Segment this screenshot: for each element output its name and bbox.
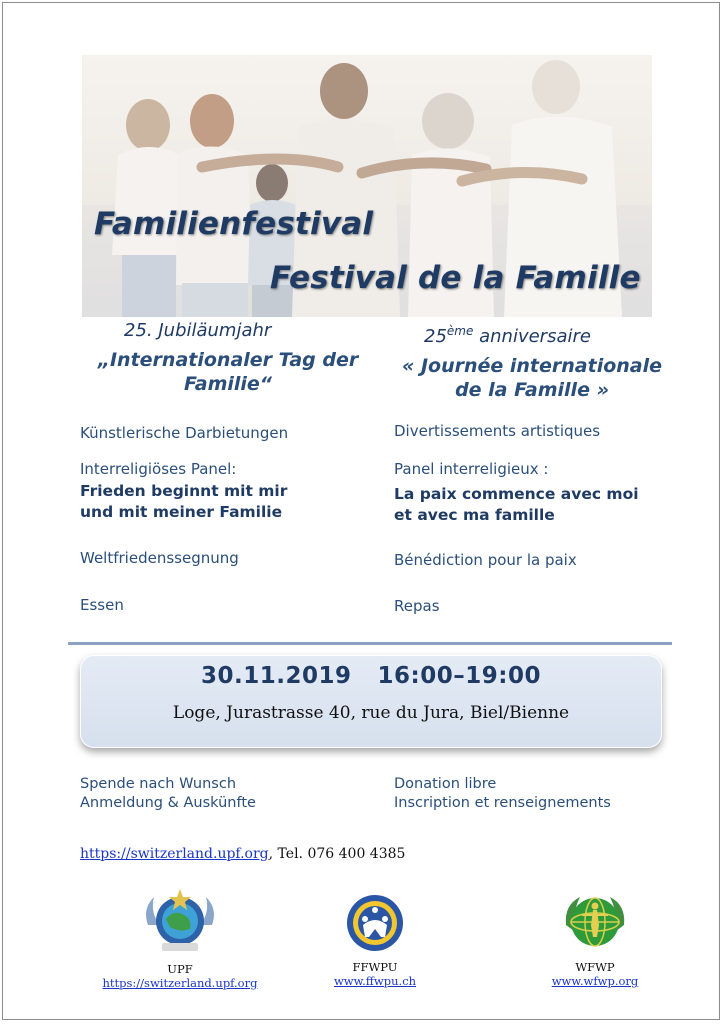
event-venue: Loge, Jurastrasse 40, rue du Jura, Biel/Bienne xyxy=(172,703,570,723)
org-ffwpu-name: FFWPU xyxy=(352,960,398,974)
info-german xyxy=(80,775,256,813)
panel-topic-french xyxy=(394,484,639,526)
program-item-panel-french: Panel interreligieux : xyxy=(394,460,549,478)
wfwp-globe-logo-icon xyxy=(560,891,630,953)
program-item-blessing-french: Bénédiction pour la paix xyxy=(394,551,577,569)
org-upf xyxy=(100,885,260,990)
contact-phone: , Tel. 076 400 4385 xyxy=(268,846,406,862)
anniversary-french xyxy=(392,320,702,348)
theme-german-line1: „Internationaler Tag der xyxy=(97,349,359,371)
program-item-performances-german: Künstlerische Darbietungen xyxy=(80,424,289,442)
org-wfwp xyxy=(520,891,670,988)
anniversary-french-suffix: ème xyxy=(446,324,474,338)
festival-title-german: Familienfestival xyxy=(94,206,374,242)
event-time: 16:00–19:00 xyxy=(377,663,541,689)
panel-topic-french-line1: La paix commence avec moi xyxy=(394,485,639,503)
ffwpu-family-logo-icon xyxy=(345,893,405,953)
theme-french-line1: « Journée internationale xyxy=(401,355,663,377)
org-ffwpu xyxy=(310,893,440,988)
anniversary-german: 25. Jubiläumjahr xyxy=(124,320,272,341)
hero-banner xyxy=(82,55,652,317)
theme-german xyxy=(78,348,378,396)
german-column xyxy=(78,320,378,396)
info-french xyxy=(394,775,611,813)
event-date-time xyxy=(80,663,662,689)
org-wfwp-link[interactable]: www.wfwp.org xyxy=(551,974,639,988)
org-upf-link[interactable]: https://switzerland.upf.org xyxy=(102,976,258,990)
program-item-blessing-german: Weltfriedenssegnung xyxy=(80,549,239,567)
theme-french-line2: de la Famille » xyxy=(455,379,609,401)
festival-title-french: Festival de la Famille xyxy=(270,260,641,296)
donation-french: Donation libre xyxy=(394,776,497,792)
org-upf-name: UPF xyxy=(167,962,193,976)
anniversary-french-word: anniversaire xyxy=(473,326,591,347)
program-item-food-french: Repas xyxy=(394,597,440,615)
program-item-panel-german: Interreligiöses Panel: xyxy=(80,460,237,478)
panel-topic-german xyxy=(80,481,287,523)
panel-topic-german-line1: Frieden beginnt mit mir xyxy=(80,482,288,500)
theme-german-line2: Familie“ xyxy=(183,373,273,395)
contact-website-link[interactable]: https://switzerland.upf.org xyxy=(80,846,269,862)
upf-globe-logo-icon xyxy=(140,885,220,955)
org-ffwpu-link[interactable]: www.ffwpu.ch xyxy=(333,974,417,988)
registration-french: Inscription et renseignements xyxy=(394,795,611,811)
registration-german: Anmeldung & Auskünfte xyxy=(80,795,256,811)
panel-topic-french-line2: et avec ma famille xyxy=(394,506,555,524)
program-item-performances-french: Divertissements artistiques xyxy=(394,422,601,440)
contact-line xyxy=(80,846,405,862)
event-date-box xyxy=(80,655,662,748)
event-date: 30.11.2019 xyxy=(201,663,352,689)
anniversary-french-number: 25 xyxy=(424,326,447,347)
theme-french xyxy=(392,354,672,402)
program-item-food-german: Essen xyxy=(80,596,124,614)
org-wfwp-name: WFWP xyxy=(575,960,615,974)
panel-topic-german-line2: und mit meiner Familie xyxy=(80,503,283,521)
donation-german: Spende nach Wunsch xyxy=(80,776,237,792)
french-column xyxy=(392,320,702,402)
